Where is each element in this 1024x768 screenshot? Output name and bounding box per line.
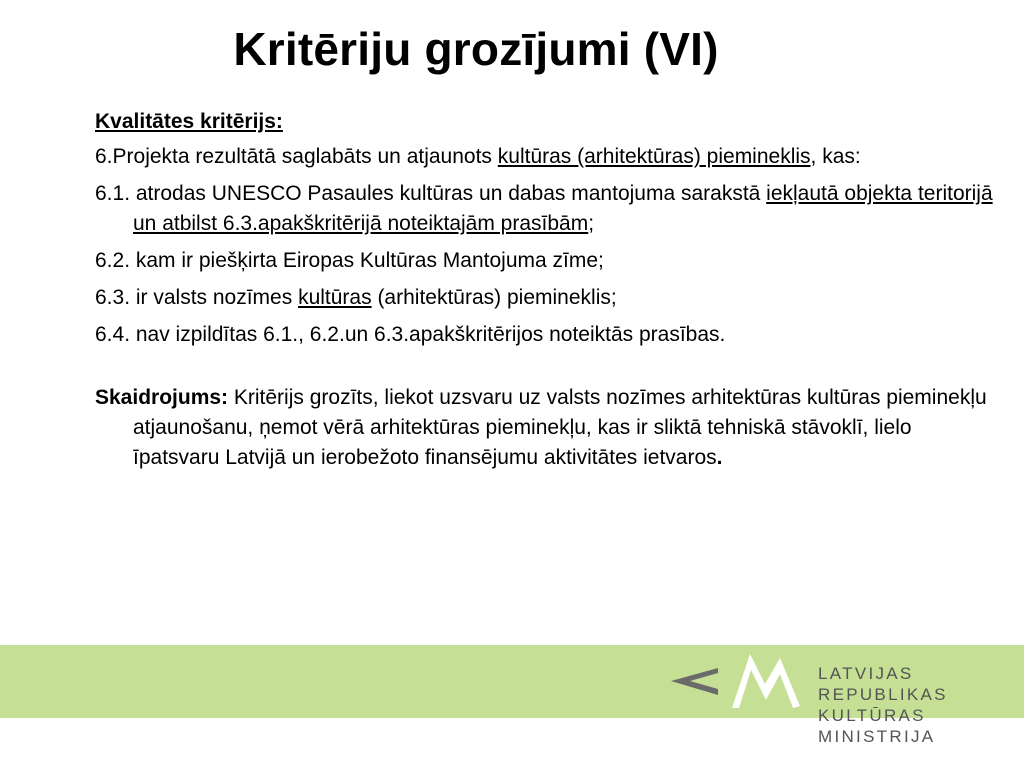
item-6 xyxy=(95,142,995,172)
item-6-3-prefix: 6.3. ir valsts nozīmes xyxy=(95,286,299,309)
item-6-underlined: kultūras (arhitektūras) piemineklis xyxy=(497,145,811,168)
logo-line-2: KULTŪRAS MINISTRIJA xyxy=(818,706,936,746)
item-6-1-prefix: 6.1. atrodas UNESCO Pasaules kultūras un dabas mantojuma sarakstā xyxy=(95,182,767,205)
item-6-prefix: 6.Projekta rezultātā saglabāts un atjaunots xyxy=(95,145,498,168)
slide-content xyxy=(95,107,995,480)
item-6-1-underlined: iekļautā objekta teritorijā un atbilst 6.3.apakškritērijā noteiktajām prasībām xyxy=(133,182,993,235)
criterion-heading xyxy=(95,107,995,137)
logo-line-1: LATVIJAS REPUBLIKAS xyxy=(818,664,948,704)
item-6-3-suffix: (arhitektūras) piemineklis; xyxy=(371,286,617,309)
ministry-logo-text xyxy=(818,663,1024,747)
item-6-4: 6.4. nav izpildītas 6.1., 6.2.un 6.3.apakškritērijos noteiktās prasības. xyxy=(95,323,726,346)
ministry-logo-icon xyxy=(668,648,808,716)
slide-title: Kritēriju grozījumi (VI) xyxy=(233,23,719,75)
explanation-label: Skaidrojums: xyxy=(95,386,229,409)
item-6-1 xyxy=(95,179,995,239)
criterion-heading-text: Kvalitātes kritērijs: xyxy=(95,110,283,133)
item-6-3 xyxy=(95,283,995,313)
item-6-2: 6.2. kam ir piešķirta Eiropas Kultūras Mantojuma zīme; xyxy=(95,249,604,272)
explanation xyxy=(95,383,995,473)
explanation-end: . xyxy=(716,446,723,469)
item-6-suffix: , kas: xyxy=(810,145,861,168)
spacer xyxy=(95,357,995,383)
item-6-1-suffix: ; xyxy=(588,212,595,235)
item-6-3-underlined: kultūras xyxy=(298,286,372,309)
explanation-text: Kritērijs grozīts, liekot uzsvaru uz valsts nozīmes arhitektūras kultūras pieminekļu atjaunošanu, ņemot vērā arhitektūras pieminekļu, kas ir sliktā tehniskā stāvoklī, lielo īpatsvaru Latvijā un ierobežoto finansējumu aktivitātes ietvaros xyxy=(133,386,987,469)
